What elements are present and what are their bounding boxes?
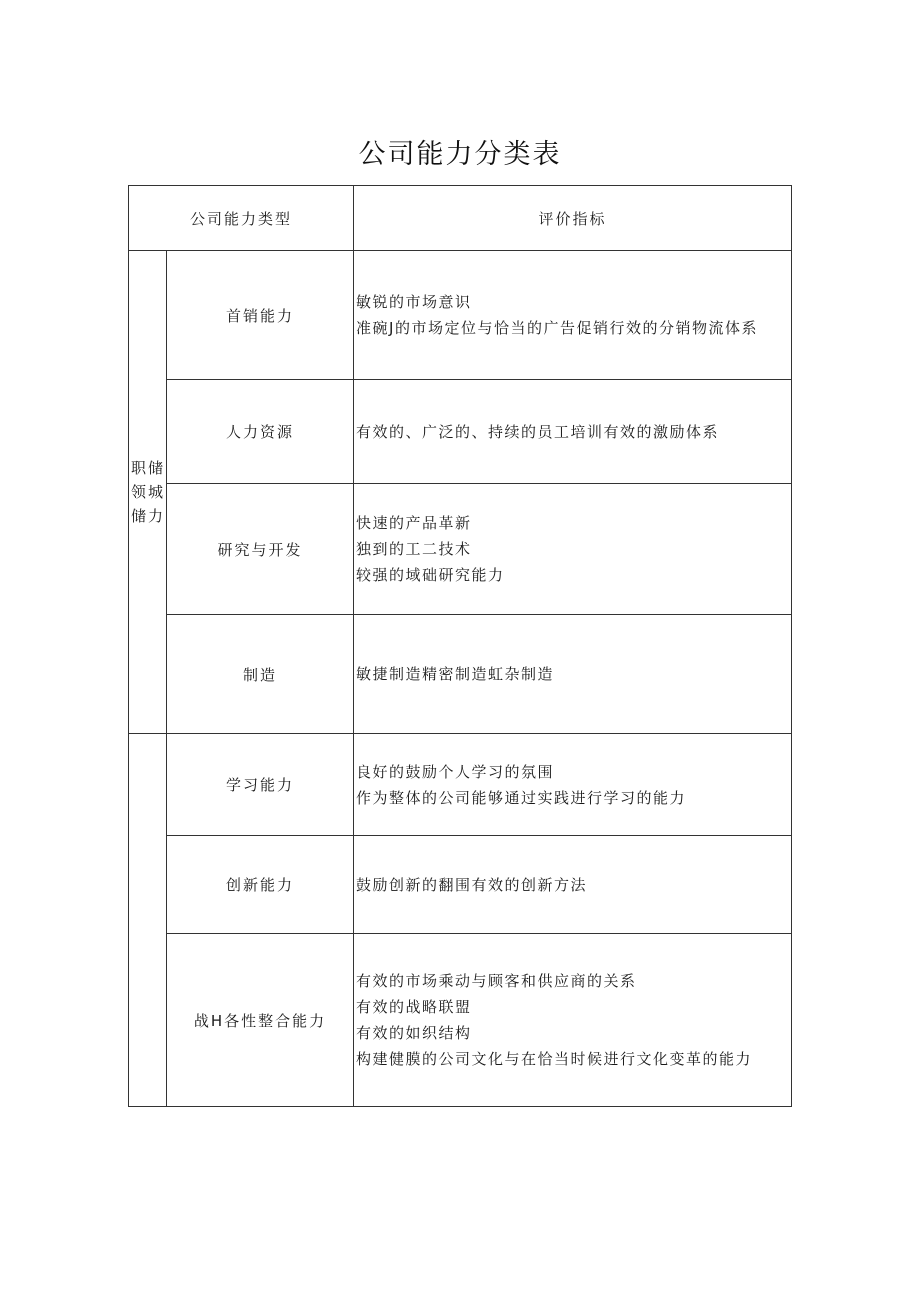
indicator-cell [354, 734, 792, 836]
type-cell: 战H各性整合能力 [167, 934, 354, 1107]
indicator-line: 准碗J的市场定位与恰当的广告促销行效的分销物流体系 [356, 319, 758, 337]
table-row [129, 484, 792, 615]
indicator-line: 敏锐的市场意识 [356, 293, 472, 311]
indicator-line: 有效的市场乘动与顾客和供应商的关系 [356, 972, 637, 990]
indicator-cell [354, 836, 792, 934]
indicator-line: 独到的工二技术 [356, 540, 472, 558]
type-cell: 制造 [167, 615, 354, 734]
group-cell-integration [129, 734, 167, 1107]
indicator-line: 敏捷制造精密制造虹杂制造 [356, 665, 555, 683]
indicator-line: 鼓励创新的翻围有效的创新方法 [356, 875, 588, 894]
page-title: 公司能力分类表 [358, 139, 562, 170]
table-row [129, 615, 792, 734]
table-row [129, 380, 792, 484]
indicator-cell [354, 615, 792, 734]
table-row [129, 934, 792, 1107]
indicator-line: 有效的如织结构 [356, 1024, 472, 1042]
indicator-line: 构建健膜的公司文化与在恰当时候进行文化变革的能力 [356, 1050, 753, 1068]
group-label-line: 职储 [131, 459, 166, 477]
indicator-cell [354, 380, 792, 484]
group-cell-functional [129, 251, 167, 734]
table-row [129, 251, 792, 380]
indicator-line: 良好的鼓励个人学习的氛围 [356, 762, 555, 781]
type-cell: 首销能力 [167, 251, 354, 380]
group-label-line: 领城 [131, 483, 166, 501]
type-cell: 创新能力 [167, 836, 354, 934]
indicator-line: 较强的域础研究能力 [356, 566, 505, 584]
indicator-cell [354, 934, 792, 1107]
indicator-line: 有效的战略联盟 [356, 998, 472, 1016]
type-cell: 学习能力 [167, 734, 354, 836]
indicator-cell [354, 484, 792, 615]
capability-table [128, 185, 792, 1107]
indicator-cell [354, 251, 792, 380]
type-cell: 人力资源 [167, 380, 354, 484]
indicator-line: 有效的、广泛的、持续的员工培训有效的激励体系 [356, 422, 720, 441]
indicator-line: 作为整体的公司能够通过实践进行学习的能力 [356, 788, 687, 807]
table-row [129, 836, 792, 934]
type-cell: 研究与开发 [167, 484, 354, 615]
table-row [129, 734, 792, 836]
header-type-cell: 公司能力类型 [129, 186, 354, 251]
indicator-line: 快速的产品革新 [356, 514, 472, 532]
group-label-line: 储力 [131, 507, 166, 525]
header-indicator-cell: 评价指标 [354, 186, 792, 251]
header-row [129, 186, 792, 251]
